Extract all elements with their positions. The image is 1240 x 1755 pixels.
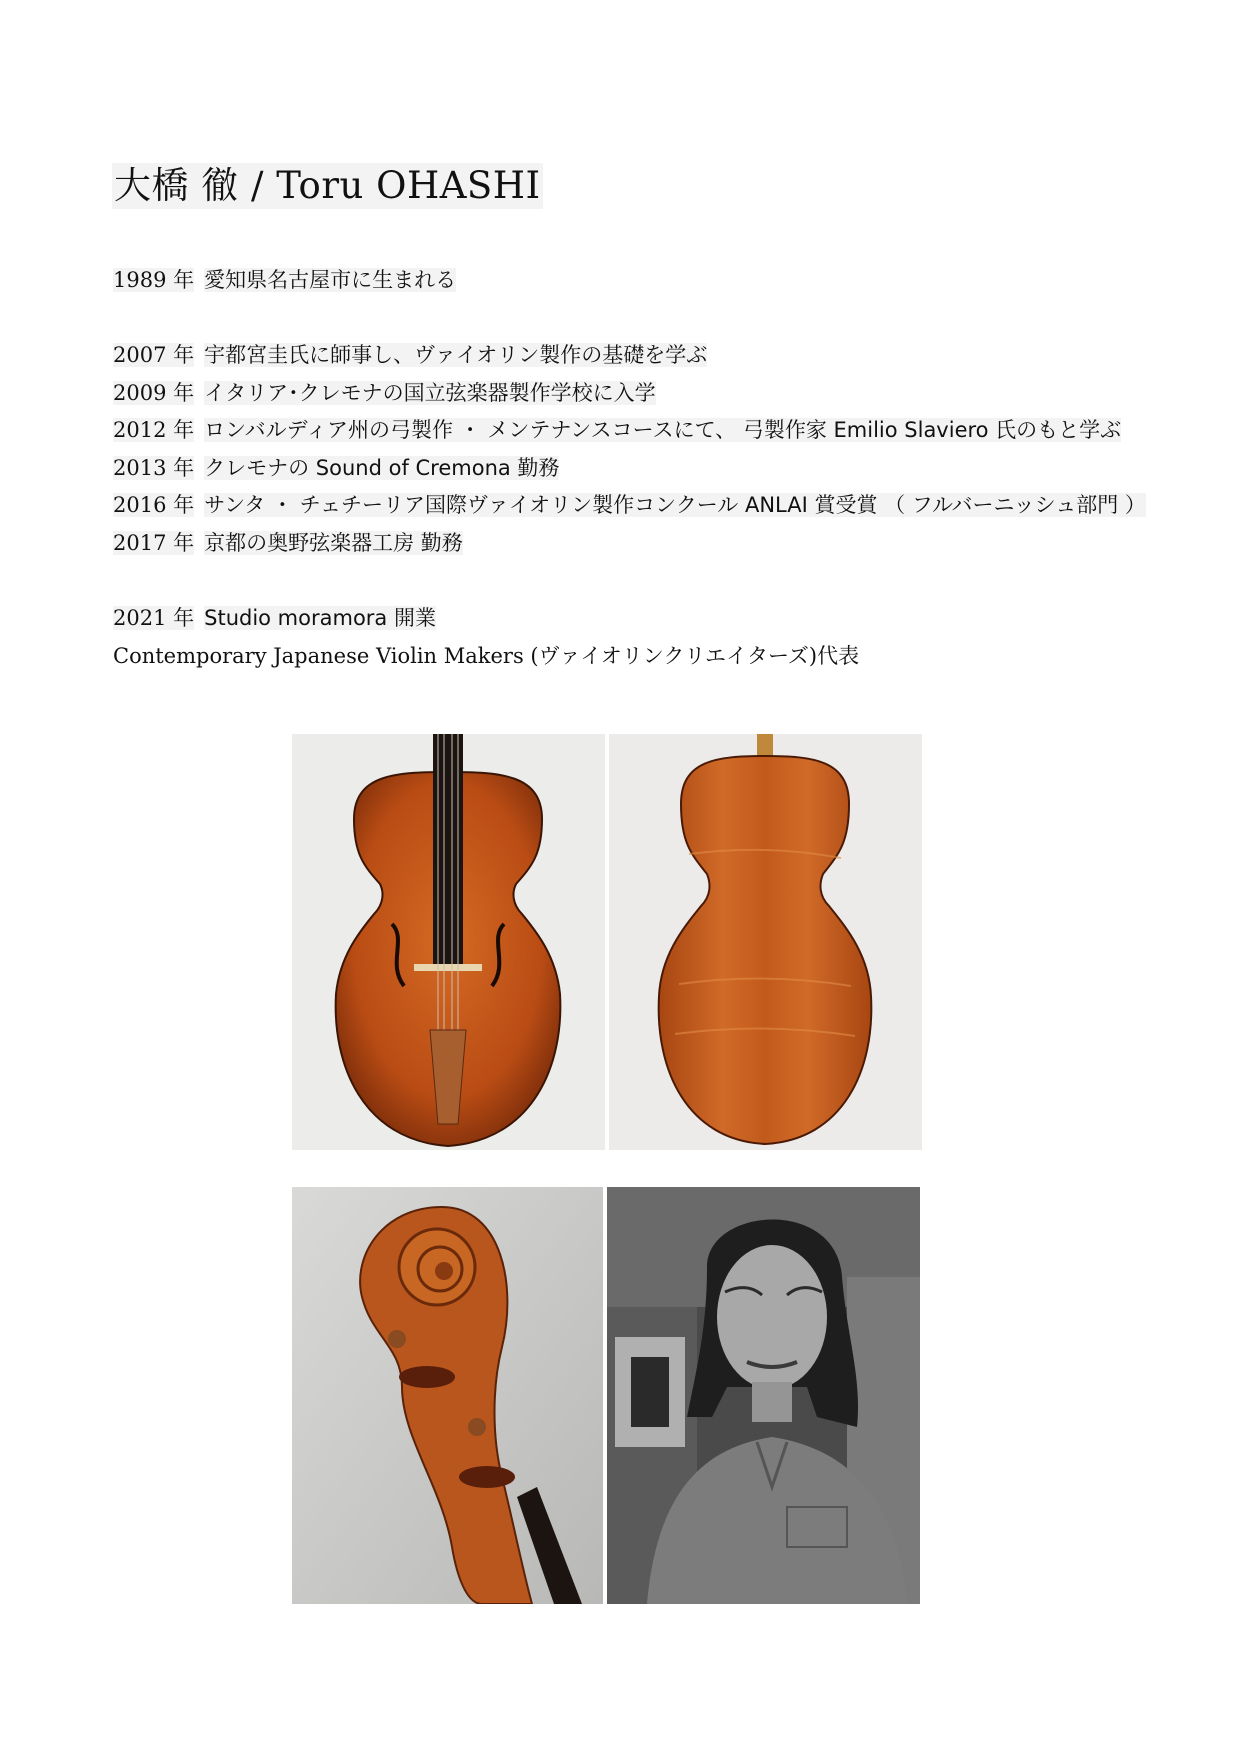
bio-year: 2007 年 [113, 343, 195, 367]
bio-entry [113, 453, 559, 483]
violin-scroll-photo [292, 1187, 603, 1604]
bio-year: 1989 年 [113, 268, 195, 292]
bio-entry [113, 265, 456, 295]
bio-year: 2009 年 [113, 381, 195, 405]
bio-entry [113, 340, 707, 370]
affiliation: Contemporary Japanese Violin Makers (ヴァイオリンクリエイターズ)代表 [113, 644, 860, 668]
bio-text: Studio moramora 開業 [204, 606, 436, 630]
bio-text: 宇都宮圭氏に師事し、ヴァイオリン製作の基礎を学ぶ [204, 343, 708, 367]
violin-front-photo [292, 734, 605, 1150]
bio-text: ロンバルディア州の弓製作 ・ メンテナンスコースにて、 弓製作家 Emilio Slaviero 氏のもと学ぶ [204, 418, 1122, 442]
violin-back-photo [609, 734, 922, 1150]
bio-entry [113, 528, 463, 558]
bio-entry [113, 603, 436, 633]
bio-text: 京都の奥野弦楽器工房 勤務 [204, 531, 463, 555]
maker-portrait-photo [607, 1187, 920, 1604]
bio-entry [113, 490, 1146, 520]
bio-entry [113, 415, 1121, 445]
bio-year: 2017 年 [113, 531, 195, 555]
bio-text: サンタ ・ チェチーリア国際ヴァイオリン製作コンクール ANLAI 賞受賞 （ フルバーニッシュ部門 ） [204, 493, 1146, 517]
bio-year: 2021 年 [113, 606, 195, 630]
bio-text: 愛知県名古屋市に生まれる [204, 268, 457, 292]
bio-text: イタリア･クレモナの国立弦楽器製作学校に入学 [204, 381, 656, 405]
page-title: 大橋 徹 / Toru OHASHI [114, 164, 541, 207]
bio-year: 2016 年 [113, 493, 195, 517]
bio-year: 2013 年 [113, 456, 195, 480]
bio-text: クレモナの Sound of Cremona 勤務 [204, 456, 560, 480]
bio-year: 2012 年 [113, 418, 195, 442]
bio-entry [113, 378, 656, 408]
